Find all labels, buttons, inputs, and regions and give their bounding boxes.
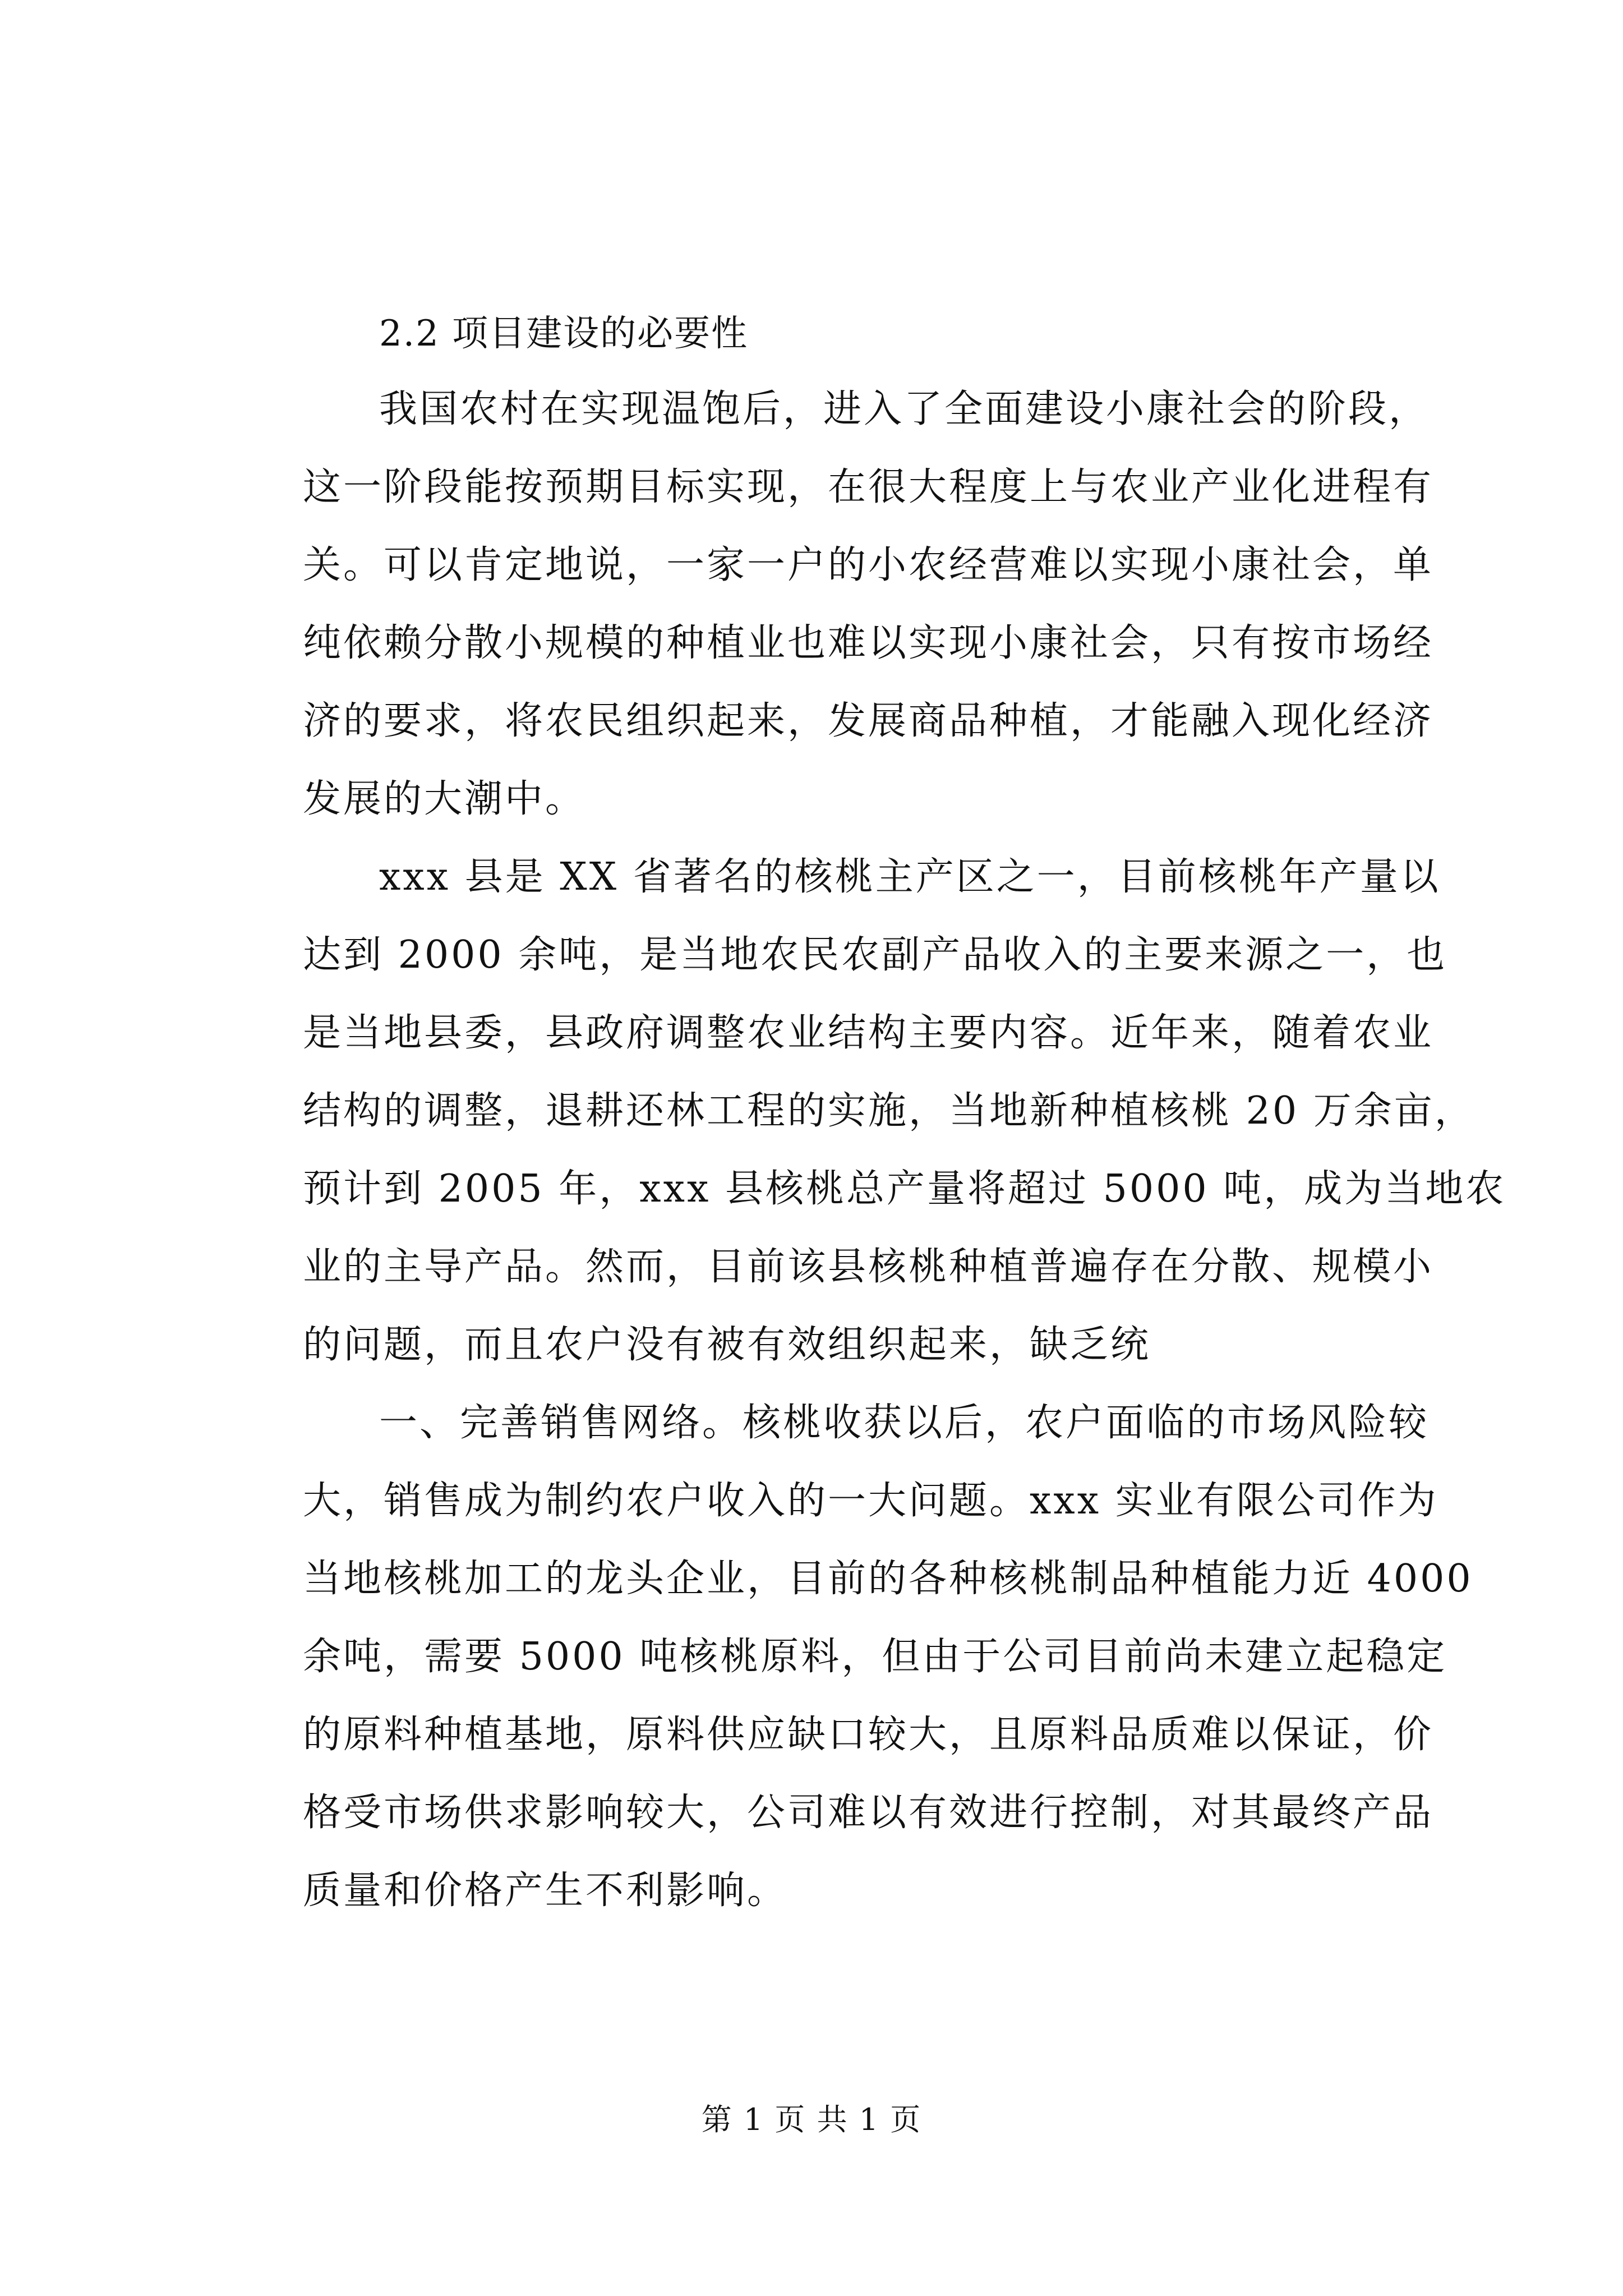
section-heading: 2.2 项目建设的必要性	[379, 313, 749, 355]
paragraph-2	[303, 838, 1506, 1384]
paragraph-3-line-7: 质量和价格产生不利影响。	[303, 1869, 788, 1913]
paragraph-1-line-1: 我国农村在实现温饱后，进入了全面建设小康社会的阶段，	[379, 387, 1430, 431]
paragraph-2-line-1: xxx 县是 XX 省著名的核桃主产区之一，目前核桃年产量以	[379, 855, 1441, 899]
paragraph-1-line-2: 这一阶段能按预期目标实现，在很大程度上与农业产业化进程有	[303, 465, 1434, 509]
paragraph-2-line-6: 业的主导产品。然而，目前该县核桃种植普遍存在分散、规模小	[303, 1245, 1434, 1289]
paragraph-3-line-4: 余吨，需要 5000 吨核桃原料，但由于公司目前尚未建立起稳定	[303, 1635, 1447, 1679]
paragraph-3-line-2: 大，销售成为制约农户收入的一大问题。xxx 实业有限公司作为	[303, 1479, 1438, 1523]
paragraph-2-line-2: 达到 2000 余吨，是当地农民农副产品收入的主要来源之一，也	[303, 933, 1447, 977]
paragraph-1-line-6: 发展的大潮中。	[303, 777, 586, 821]
document-body	[303, 297, 1506, 1930]
paragraph-2-line-3: 是当地县委，县政府调整农业结构主要内容。近年来，随着农业	[303, 1011, 1434, 1055]
paragraph-1-line-4: 纯依赖分散小规模的种植业也难以实现小康社会，只有按市场经	[303, 621, 1434, 665]
paragraph-3-line-6: 格受市场供求影响较大，公司难以有效进行控制，对其最终产品	[303, 1791, 1434, 1835]
paragraph-1-line-5: 济的要求，将农民组织起来，发展商品种植，才能融入现化经济	[303, 699, 1434, 743]
paragraph-3-line-3: 当地核桃加工的龙头企业，目前的各种核桃制品种植能力近 4000	[303, 1557, 1473, 1601]
paragraph-3	[303, 1384, 1473, 1930]
paragraph-3-line-1: 一、完善销售网络。核桃收获以后，农户面临的市场风险较	[379, 1401, 1430, 1445]
paragraph-1	[303, 370, 1434, 838]
paragraph-2-line-5: 预计到 2005 年，xxx 县核桃总产量将超过 5000 吨，成为当地农	[303, 1167, 1506, 1211]
paragraph-2-line-7: 的问题，而且农户没有被有效组织起来，缺乏统	[303, 1323, 1151, 1367]
page-footer: 第 1 页 共 1 页	[701, 2102, 922, 2137]
paragraph-2-line-4: 结构的调整，退耕还林工程的实施，当地新种植核桃 20 万余亩，	[303, 1089, 1475, 1133]
paragraph-3-line-5: 的原料种植基地，原料供应缺口较大，且原料品质难以保证，价	[303, 1713, 1434, 1757]
paragraph-1-line-3: 关。可以肯定地说，一家一户的小农经营难以实现小康社会，单	[303, 543, 1434, 587]
